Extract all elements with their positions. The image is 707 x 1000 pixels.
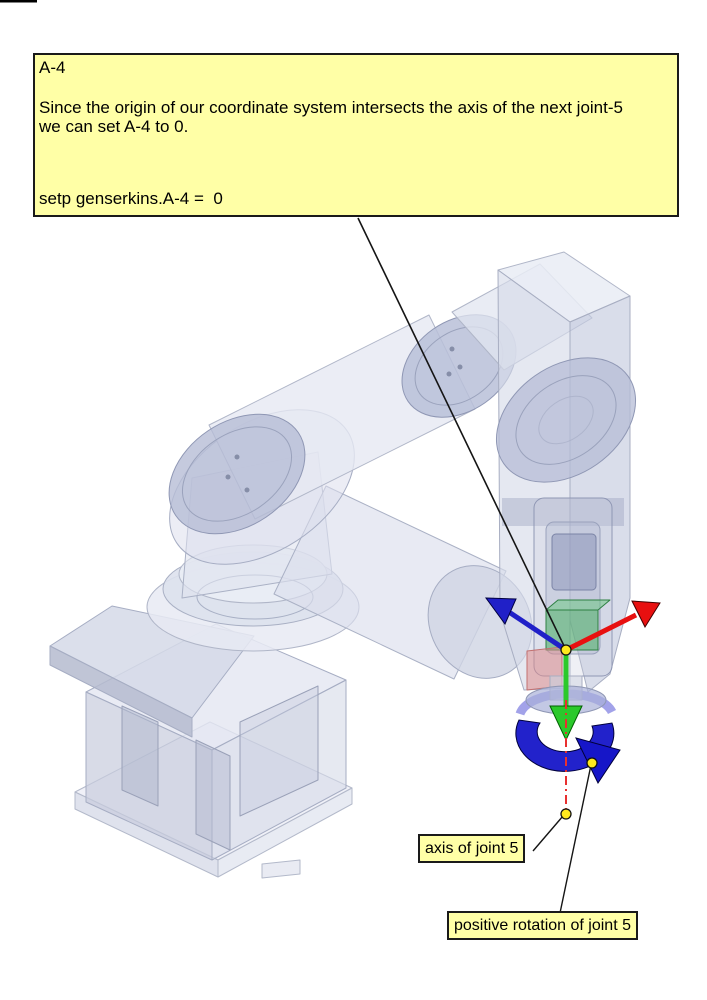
pedestal-front-pillar <box>196 740 230 850</box>
origin-marker-dot <box>561 645 571 655</box>
robot-model <box>50 252 659 878</box>
x-axis-arrow-icon <box>632 601 660 627</box>
callout-command: setp genserkins.A-4 = 0 <box>39 189 223 208</box>
shoulder-screw-1 <box>226 475 231 480</box>
label-positive-rotation-of-joint-5: positive rotation of joint 5 <box>447 911 638 940</box>
label-axis-of-joint-5: axis of joint 5 <box>418 834 525 863</box>
wrist-window-dark-panel <box>552 534 596 590</box>
pedestal-inner-pillar <box>122 706 158 806</box>
callout-body-line-1: Since the origin of our coordinate system intersects the axis of the next joint-5 <box>39 98 623 117</box>
elbow-screw-3 <box>447 372 452 377</box>
callout-box <box>33 53 679 217</box>
elbow-screw-2 <box>458 365 463 370</box>
base-floor-tab <box>262 860 300 878</box>
shoulder-screw-2 <box>245 488 250 493</box>
shoulder-screw-3 <box>235 455 240 460</box>
axis-marker-dot <box>561 809 571 819</box>
rotation-label-leader-line <box>560 765 591 913</box>
callout-body-line-2: we can set A-4 to 0. <box>39 117 189 136</box>
top-left-border-mark <box>0 0 37 3</box>
axis-label-leader-line <box>533 816 563 851</box>
rotation-marker-dot <box>587 758 597 768</box>
elbow-screw-1 <box>450 347 455 352</box>
callout-title: A-4 <box>39 58 66 77</box>
wrist-green-block-top <box>546 600 610 610</box>
